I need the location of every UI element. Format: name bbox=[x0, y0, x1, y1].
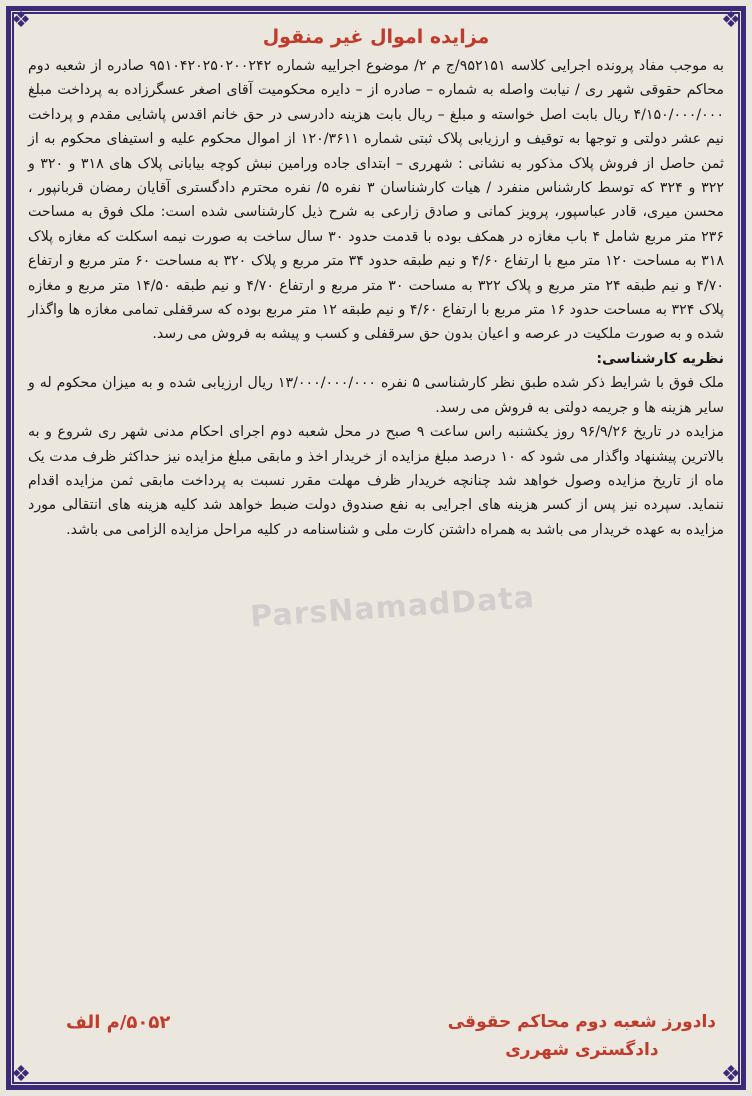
corner-ornament-icon: ❖ bbox=[721, 1062, 741, 1087]
notice-body bbox=[28, 22, 724, 542]
auction-details: مزایده در تاریخ ۹۶/۹/۲۶ روز یکشنبه راس ساعت ۹ صبح در محل شعبه دوم اجرای احکام مدنی شهر ری شروع و به بالاترین پیشنهاد واگذار می شود که ۱۰ درصد مبلغ مزایده از خریدار اخذ و مابقی مبلغ مزایده نیز حداکثر ظرف مدت یک ماه از تاریخ مزایده وصول خواهد شد چنانچه خریدار ظرف مهلت مقرر نسبت به پرداخت مابقی ثمن مزایده اقدام ننماید. سپرده نیز پس از کسر هزینه های اجرایی به نفع صندوق دولت ضبط خواهد شد کلیه هزینه های انتقالی مورد مزایده به عهده خریدار می باشد به همراه داشتن کارت ملی و شناسنامه در کلیه مراحل مزایده الزامی می باشد. bbox=[28, 424, 724, 538]
corner-ornament-icon: ❖ bbox=[721, 8, 741, 33]
notice-code: ۵۰۵۲/م الف bbox=[66, 1012, 171, 1033]
corner-ornament-icon: ❖ bbox=[11, 1062, 31, 1087]
signature-line: دادورز شعبه دوم محاکم حقوقی bbox=[447, 1012, 716, 1032]
notice-footer bbox=[36, 1008, 716, 1078]
signature-line: دادگستری شهرری bbox=[505, 1040, 659, 1060]
corner-ornament-icon: ❖ bbox=[11, 8, 31, 33]
signature-block bbox=[448, 1008, 716, 1064]
case-description: به موجب مفاد پرونده اجرایی کلاسه ۹۵۲۱۵۱/ج م ۲/ موضوع اجراییه شماره ۹۵۱۰۴۲۰۲۵۰۲۰۰۲۴۲ صادره از شعبه دوم محاکم حقوقی شهر ری / نیابت واصله به شماره – صادره از – دایره محکومیت آقای اصغر عسگرزاده به پرداخت مبلغ ۴/۱۵۰/۰۰۰/۰۰۰ ریال بابت اصل خواسته و مبلغ – ریال بابت هزینه دادرسی در حق خانم اقدس پاشایی مقدم و پرداخت نیم عشر دولتی و توجها به توقیف و ارزیابی پلاک ثبتی شماره ۱۲۰/۳۶۱۱ از اموال محکوم علیه و استیفای محکوم به از ثمن حاصل از فروش پلاک مذکور به نشانی : شهرری – ابتدای جاده ورامین نبش کوچه بیابانی پلاک های ۳۱۸ و ۳۲۰ و ۳۲۲ و ۳۲۴ که توسط کارشناس منفرد / هیات کارشناسان ۳ نفره ۵/ نفره محترم دادگستری آقایان رمضان قربانپور ، محسن میری، قادر عباسپور، پرویز کمانی و صادق زارعی به شرح ذیل کارشناسی شده است: ملک فوق به مساحت ۲۳۶ متر مربع شامل ۴ باب مغازه در همکف بوده با قدمت حدود ۳۰ سال ساخت به صورت نیمه اسکلت که مغازه پلاک ۳۱۸ به مساحت ۱۲۰ متر مبع با ارتفاع ۴/۶۰ و نیم طبقه حدود ۳۴ متر مربع و پلاک ۳۲۰ به مساحت ۶۰ متر مربع و ارتفاع ۴/۷۰ و نیم طبقه ۲۴ متر مربع و پلاک ۳۲۲ به مساحت ۳۰ متر مربع و ارتفاع ۴/۷۰ و نیم طبقه ۱۴/۵۰ متر مربع و مغازه پلاک ۳۲۴ به مساحت حدود ۱۶ متر مربع با ارتفاع ۴/۶۰ و نیم طبقه ۱۲ متر مربع بوده که سرقفلی تمامی مغازه ها واگذار شده و به صورت ملکیت در عرصه و اعیان بدون حق سرقفلی و کسب و پیشه به فروش می رسد. bbox=[28, 58, 725, 343]
notice-title: مزایده اموال غیر منقول bbox=[262, 26, 490, 48]
expert-opinion: ملک فوق با شرایط ذکر شده طبق نظر کارشناسی ۵ نفره ۱۳/۰۰۰/۰۰۰/۰۰۰ ریال ارزیابی شده و به میزان محکوم له و سایر هزینه ها و جریمه دولتی به فروش می رسد. bbox=[28, 375, 724, 416]
expert-heading: نظریه کارشناسی: bbox=[596, 350, 724, 367]
watermark: ParsNamadData bbox=[249, 580, 537, 635]
